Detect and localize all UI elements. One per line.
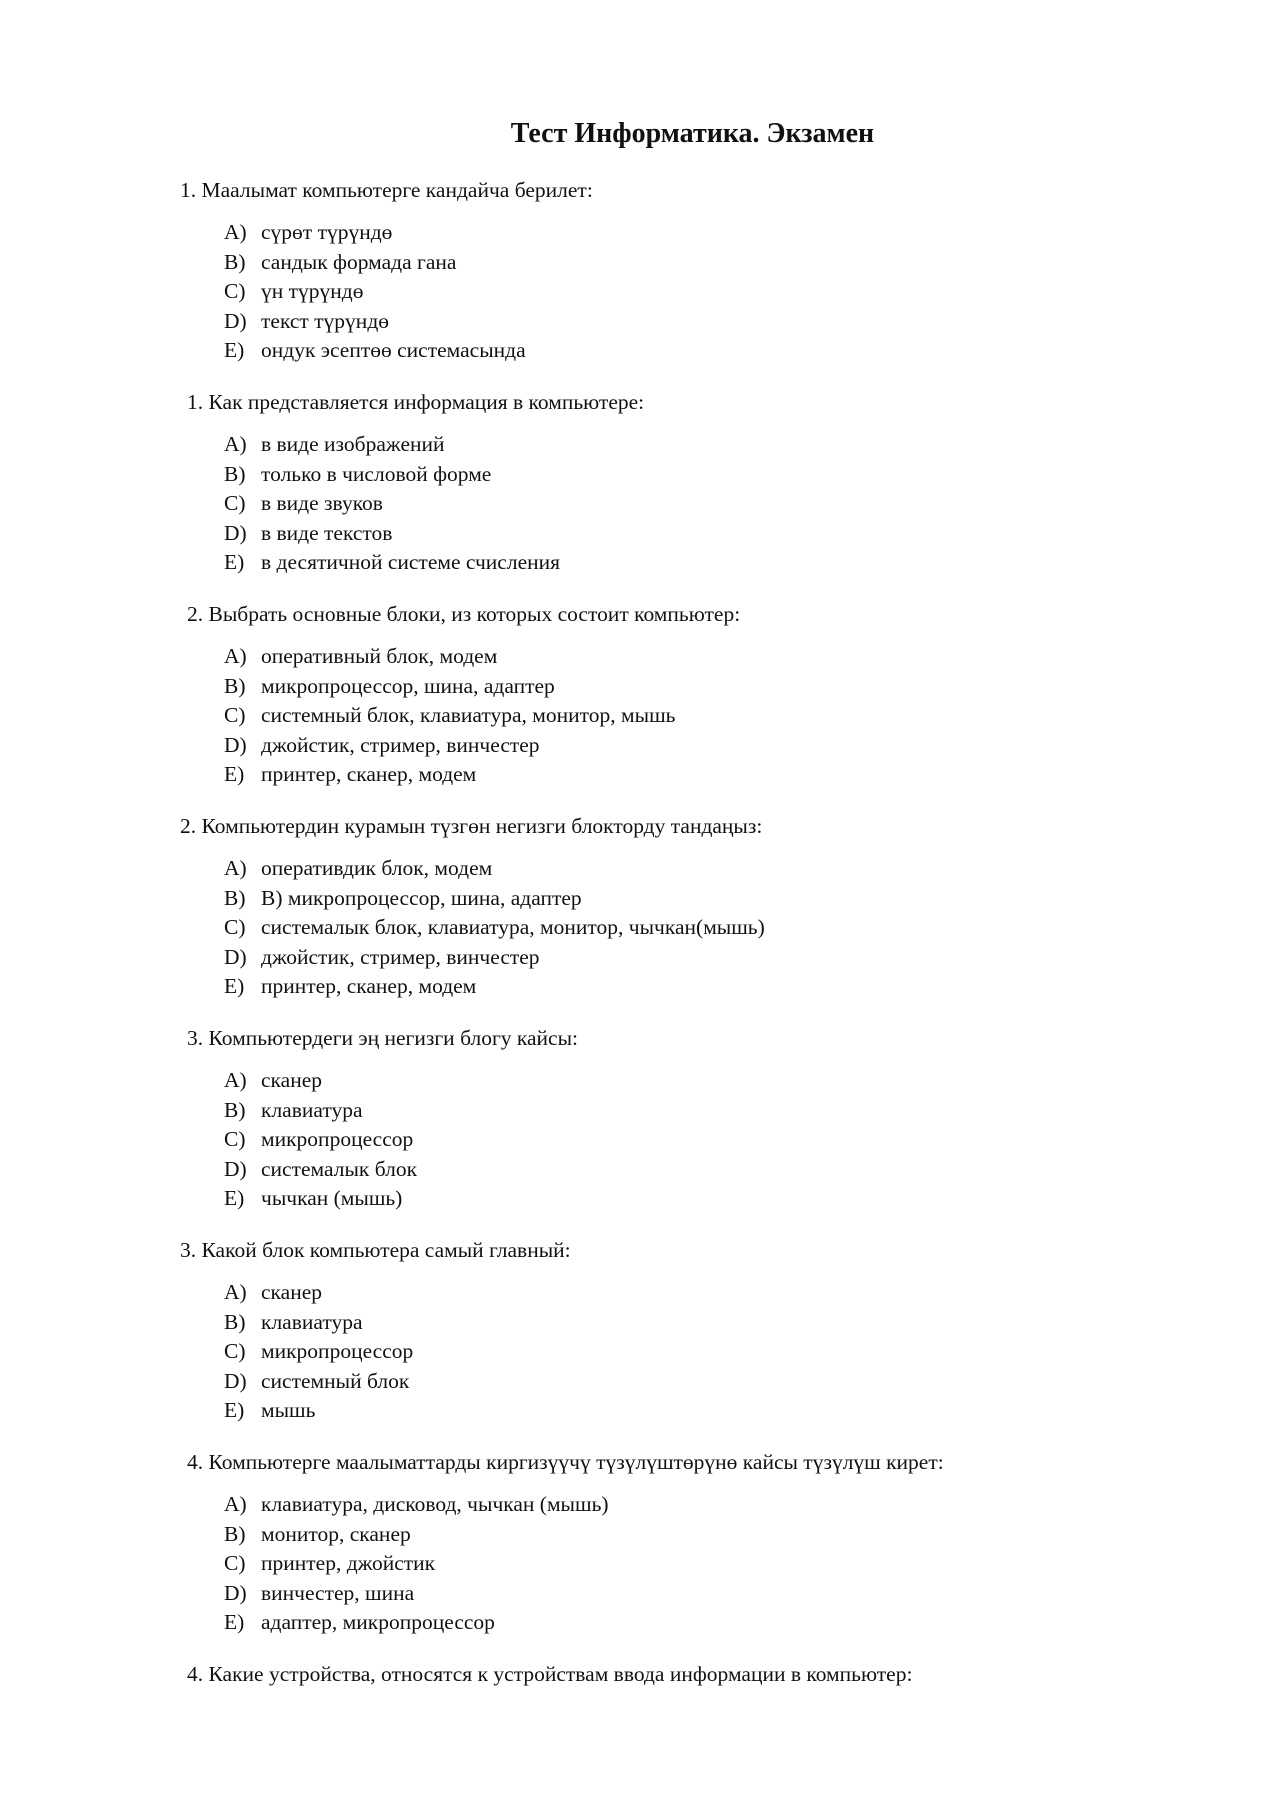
option-d: [224, 1579, 1180, 1609]
option-letter: B): [224, 1097, 246, 1122]
option-text: сандык формада гана: [261, 249, 457, 274]
question-text: 2. Компьютердин курамын түзгөн негизги блокторду тандаңыз:: [180, 814, 763, 838]
option-b: [224, 884, 1180, 914]
option-letter: A): [224, 1068, 247, 1092]
option-letter: E): [224, 1186, 245, 1211]
option-b: [224, 1308, 1180, 1338]
option-d: [224, 1155, 1180, 1185]
option-letter: C): [224, 1551, 246, 1576]
option-letter: A): [224, 432, 247, 456]
options-list: [224, 854, 1180, 1002]
option-letter: E): [224, 974, 245, 999]
option-text: адаптер, микропроцессор: [261, 1610, 495, 1635]
option-text: сүрөт түрүндө: [261, 220, 393, 244]
option-text: микропроцессор: [261, 1127, 414, 1152]
options-list: [224, 218, 1180, 366]
option-e: [224, 548, 1180, 578]
option-e: [224, 1184, 1180, 1214]
question-block: [180, 600, 1180, 790]
option-letter: A): [224, 644, 247, 668]
question-text: 3. Какой блок компьютера самый главный:: [180, 1238, 571, 1262]
option-letter: A): [224, 1492, 247, 1516]
question-text: 1. Как представляется информация в компьютере:: [187, 390, 645, 414]
option-e: [224, 1608, 1180, 1638]
option-e: [224, 336, 1180, 366]
option-text: монитор, сканер: [261, 1521, 411, 1546]
option-a: [224, 1490, 1180, 1520]
option-text: винчестер, шина: [261, 1580, 415, 1605]
options-list: [224, 1278, 1180, 1426]
question-block: [180, 1448, 1180, 1638]
option-text: микропроцессор: [261, 1339, 414, 1364]
option-letter: B): [224, 885, 246, 910]
option-text: клавиатура: [261, 1309, 363, 1334]
option-text: клавиатура: [261, 1097, 363, 1122]
option-text: сканер: [261, 1280, 323, 1304]
option-b: [224, 1520, 1180, 1550]
option-text: принтер, сканер, модем: [261, 762, 477, 787]
option-letter: C): [224, 1127, 246, 1152]
option-text: джойстик, стример, винчестер: [261, 944, 540, 969]
option-letter: B): [224, 1521, 246, 1546]
option-b: [224, 1096, 1180, 1126]
option-letter: C): [224, 279, 246, 304]
option-c: [224, 701, 1180, 731]
option-b: [224, 672, 1180, 702]
option-text: принтер, джойстик: [261, 1551, 436, 1576]
option-e: [224, 972, 1180, 1002]
option-b: [224, 248, 1180, 278]
option-b: [224, 460, 1180, 490]
option-letter: D): [224, 944, 247, 969]
option-text: клавиатура, дисковод, чычкан (мышь): [261, 1492, 609, 1516]
option-text: үн түрүндө: [261, 279, 364, 304]
option-letter: D): [224, 520, 247, 545]
option-text: ондук эсептөө системасында: [261, 338, 526, 363]
option-letter: D): [224, 1368, 247, 1393]
option-letter: B): [224, 461, 246, 486]
option-letter: B): [224, 673, 246, 698]
option-text: в виде изображений: [261, 432, 445, 456]
question-block: [180, 1660, 1180, 1688]
option-e: [224, 1396, 1180, 1426]
option-d: [224, 731, 1180, 761]
option-text: сканер: [261, 1068, 323, 1092]
option-c: [224, 1337, 1180, 1367]
option-text: оперативный блок, модем: [261, 644, 498, 668]
option-c: [224, 1125, 1180, 1155]
question-block: [180, 812, 1180, 1002]
option-a: [224, 1278, 1180, 1308]
option-d: [224, 519, 1180, 549]
option-letter: C): [224, 915, 246, 940]
question-text: 1. Маалымат компьютерге кандайча берилет:: [180, 178, 593, 202]
option-letter: C): [224, 703, 246, 728]
option-d: [224, 1367, 1180, 1397]
option-letter: E): [224, 762, 245, 787]
option-text: системный блок, клавиатура, монитор, мышь: [261, 703, 676, 728]
question-block: [180, 1236, 1180, 1426]
option-text: микропроцессор, шина, адаптер: [261, 673, 555, 698]
question-text: 3. Компьютердеги эң негизги блогу кайсы:: [187, 1026, 579, 1050]
option-a: [224, 1066, 1180, 1096]
option-letter: E): [224, 1398, 245, 1423]
option-c: [224, 277, 1180, 307]
option-text: мышь: [261, 1398, 316, 1423]
question-text: 2. Выбрать основные блоки, из которых состоит компьютер:: [187, 602, 741, 626]
option-letter: E): [224, 338, 245, 363]
options-list: [224, 430, 1180, 578]
option-letter: A): [224, 1280, 247, 1304]
option-letter: A): [224, 220, 247, 244]
question-block: [180, 388, 1180, 578]
question-text: 4. Компьютерге маалыматтарды киргизүүчү түзүлүштөрүнө кайсы түзүлүш кирет:: [187, 1450, 944, 1474]
option-text: только в числовой форме: [261, 461, 492, 486]
option-text: в десятичной системе счисления: [261, 550, 561, 575]
option-text: текст түрүндө: [261, 308, 390, 333]
option-d: [224, 943, 1180, 973]
question-block: [180, 176, 1180, 366]
option-c: [224, 913, 1180, 943]
option-a: [224, 854, 1180, 884]
option-text: чычкан (мышь): [261, 1186, 403, 1211]
option-letter: D): [224, 308, 247, 333]
option-e: [224, 760, 1180, 790]
option-a: [224, 430, 1180, 460]
option-letter: B): [224, 249, 246, 274]
option-text: системалык блок, клавиатура, монитор, чычкан(мышь): [261, 915, 765, 940]
question-block: [180, 1024, 1180, 1214]
option-a: [224, 218, 1180, 248]
option-text: системный блок: [261, 1368, 410, 1393]
option-letter: E): [224, 550, 245, 575]
options-list: [224, 642, 1180, 790]
option-a: [224, 642, 1180, 672]
option-text: системалык блок: [261, 1156, 418, 1181]
option-text: в виде текстов: [261, 520, 393, 545]
option-letter: C): [224, 491, 246, 516]
option-c: [224, 1549, 1180, 1579]
option-letter: D): [224, 1156, 247, 1181]
option-letter: D): [224, 732, 247, 757]
option-letter: B): [224, 1309, 246, 1334]
options-list: [224, 1490, 1180, 1638]
option-letter: A): [224, 856, 247, 880]
option-text: B) микропроцессор, шина, адаптер: [261, 885, 582, 910]
option-text: принтер, сканер, модем: [261, 974, 477, 999]
option-letter: D): [224, 1580, 247, 1605]
page-title: Тест Информатика. Экзамен: [510, 118, 875, 149]
option-text: джойстик, стример, винчестер: [261, 732, 540, 757]
option-d: [224, 307, 1180, 337]
option-letter: E): [224, 1610, 245, 1635]
option-text: оперативдик блок, модем: [261, 856, 493, 880]
options-list: [224, 1066, 1180, 1214]
question-text: 4. Какие устройства, относятся к устройствам ввода информации в компьютер:: [187, 1662, 913, 1686]
option-text: в виде звуков: [261, 491, 383, 516]
option-letter: C): [224, 1339, 246, 1364]
option-c: [224, 489, 1180, 519]
